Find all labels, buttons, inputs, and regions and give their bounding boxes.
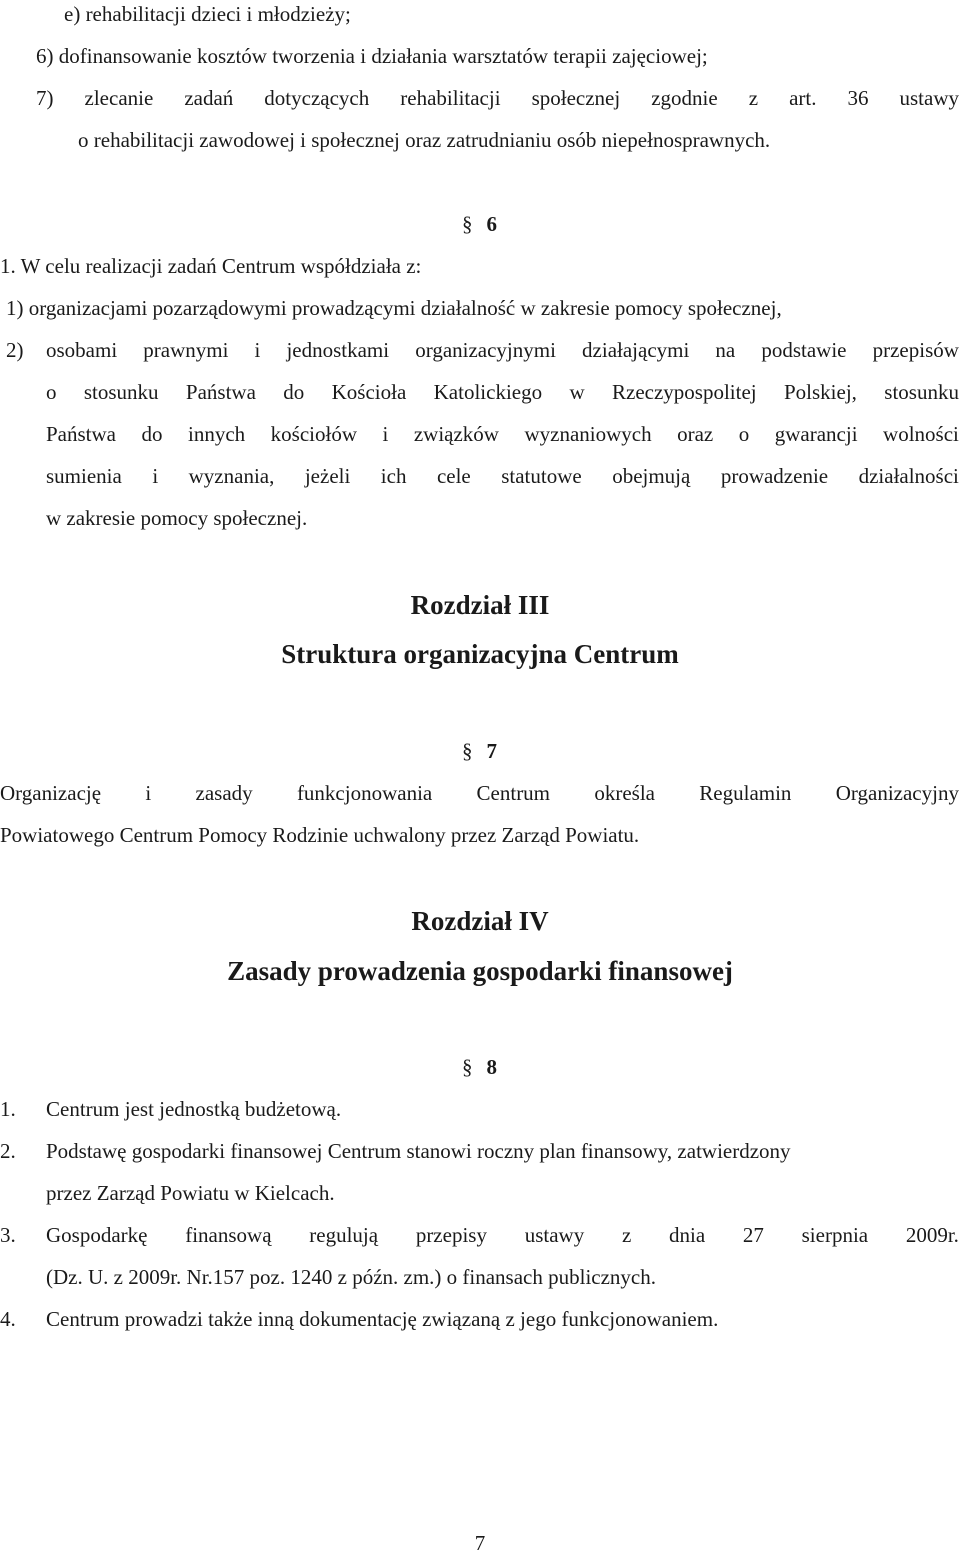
page-number: 7 <box>474 1531 486 1555</box>
section-symbol: § <box>462 212 473 236</box>
word: dnia <box>669 1223 706 1247</box>
word: Państwa <box>185 380 256 404</box>
word: rehabilitacji <box>400 86 501 110</box>
word: art. <box>789 86 817 110</box>
word: Regulamin <box>699 781 792 805</box>
word: społecznej <box>531 86 621 110</box>
word: 27 <box>742 1223 764 1247</box>
word: innych <box>188 422 246 446</box>
word: organizacyjnymi <box>415 338 556 362</box>
list-item-e: e) rehabilitacji dzieci i młodzieży; <box>64 2 351 26</box>
word: statutowe <box>501 464 582 488</box>
word: zgodnie <box>651 86 718 110</box>
word: Gospodarkę <box>46 1223 148 1247</box>
word: Centrum <box>476 781 551 805</box>
word: przepisów <box>872 338 959 362</box>
word: do <box>283 380 305 404</box>
section-6-item-2-line3 <box>46 421 959 447</box>
word: dotyczących <box>264 86 370 110</box>
section-8-item-3-number: 3. <box>0 1223 16 1247</box>
word: wyznaniowych <box>524 422 652 446</box>
word: Rzeczypospolitej <box>612 380 757 404</box>
section-6-item-2-line4 <box>46 463 959 489</box>
word: ustawy <box>524 1223 585 1247</box>
chapter-3-title: Rozdział III <box>410 590 550 620</box>
word: zadań <box>184 86 234 110</box>
word: obejmują <box>612 464 691 488</box>
word: podstawie <box>761 338 847 362</box>
section-number: 7 <box>486 739 497 763</box>
chapter-4-title: Rozdział IV <box>411 906 549 936</box>
word: działalności <box>858 464 959 488</box>
word: z <box>748 86 759 110</box>
word: wyznania, <box>188 464 275 488</box>
word: i <box>382 422 389 446</box>
word: jeżeli <box>304 464 351 488</box>
section-8-heading <box>462 1054 497 1080</box>
word: cele <box>436 464 471 488</box>
section-8-item-2-line1: Podstawę gospodarki finansowej Centrum stanowi roczny plan finansowy, zatwierdzony <box>46 1139 791 1163</box>
section-symbol: § <box>462 1055 473 1079</box>
list-item-6: 6) dofinansowanie kosztów tworzenia i działania warsztatów terapii zajęciowej; <box>36 44 708 68</box>
word: sumienia <box>46 464 122 488</box>
word: regulują <box>309 1223 379 1247</box>
word: ich <box>380 464 407 488</box>
section-6-item-2-line1 <box>46 337 959 363</box>
section-6-item-2-number: 2) <box>6 338 24 362</box>
word: i <box>152 464 159 488</box>
word: w <box>569 380 585 404</box>
list-item-7-line1 <box>36 85 959 111</box>
word: określa <box>594 781 655 805</box>
section-8-item-2-line2: przez Zarząd Powiatu w Kielcach. <box>46 1181 335 1205</box>
section-8-item-4-number: 4. <box>0 1307 16 1331</box>
word: stosunku <box>884 380 959 404</box>
word: i <box>254 338 261 362</box>
section-7-heading <box>462 738 497 764</box>
word: Polskiej, <box>783 380 857 404</box>
word: kościołów <box>270 422 357 446</box>
section-7-line2: Powiatowego Centrum Pomocy Rodzinie uchwalony przez Zarząd Powiatu. <box>0 823 640 847</box>
word: ustawy <box>899 86 959 110</box>
word: o <box>738 422 750 446</box>
word: z <box>621 1223 632 1247</box>
word: funkcjonowania <box>296 781 433 805</box>
section-6-item-2-line2 <box>46 379 959 405</box>
word: do <box>141 422 163 446</box>
chapter-3-subtitle: Struktura organizacyjna Centrum <box>281 639 679 669</box>
section-8-item-4-text: Centrum prowadzi także inną dokumentację związaną z jego funkcjonowaniem. <box>46 1307 719 1331</box>
word: zasady <box>195 781 253 805</box>
word: 2009r. <box>905 1223 959 1247</box>
word: na <box>715 338 736 362</box>
word: Katolickiego <box>433 380 543 404</box>
word: wolności <box>883 422 959 446</box>
word: prawnymi <box>143 338 229 362</box>
word: działającymi <box>582 338 690 362</box>
section-8-item-2-number: 2. <box>0 1139 16 1163</box>
section-6-item-2-line5: w zakresie pomocy społecznej. <box>46 506 308 530</box>
word: zlecanie <box>84 86 154 110</box>
word: Państwa <box>46 422 116 446</box>
word: sierpnia <box>801 1223 869 1247</box>
section-number: 6 <box>486 212 497 236</box>
word: prowadzenie <box>720 464 829 488</box>
section-8-item-1-text: Centrum jest jednostką budżetową. <box>46 1097 342 1121</box>
word: związków <box>413 422 499 446</box>
word: oraz <box>677 422 714 446</box>
list-item-7-line2: o rehabilitacji zawodowej i społecznej oraz zatrudnianiu osób niepełnosprawnych. <box>78 128 771 152</box>
word: 36 <box>847 86 869 110</box>
word: osobami <box>46 338 118 362</box>
word: o <box>46 380 57 404</box>
chapter-4-subtitle: Zasady prowadzenia gospodarki finansowej <box>227 956 733 986</box>
word: finansową <box>185 1223 272 1247</box>
word: Kościoła <box>331 380 407 404</box>
word: Organizację <box>0 781 102 805</box>
section-7-line1 <box>0 780 959 806</box>
section-6-item-1: 1) organizacjami pozarządowymi prowadzącymi działalność w zakresie pomocy społecznej, <box>6 296 782 320</box>
word: przepisy <box>415 1223 487 1247</box>
section-6-heading <box>462 211 497 237</box>
section-8-item-1-number: 1. <box>0 1097 16 1121</box>
section-8-item-3-line2: (Dz. U. z 2009r. Nr.157 poz. 1240 z późn. zm.) o finansach publicznych. <box>46 1265 657 1289</box>
word: 7) <box>36 86 54 110</box>
word: gwarancji <box>774 422 858 446</box>
word: jednostkami <box>286 338 390 362</box>
section-6-intro: 1. W celu realizacji zadań Centrum współdziała z: <box>0 254 422 278</box>
word: stosunku <box>83 380 159 404</box>
word: Organizacyjny <box>835 781 959 805</box>
word: i <box>145 781 152 805</box>
section-number: 8 <box>486 1055 497 1079</box>
section-symbol: § <box>462 739 473 763</box>
section-8-item-3-line1 <box>46 1222 959 1248</box>
